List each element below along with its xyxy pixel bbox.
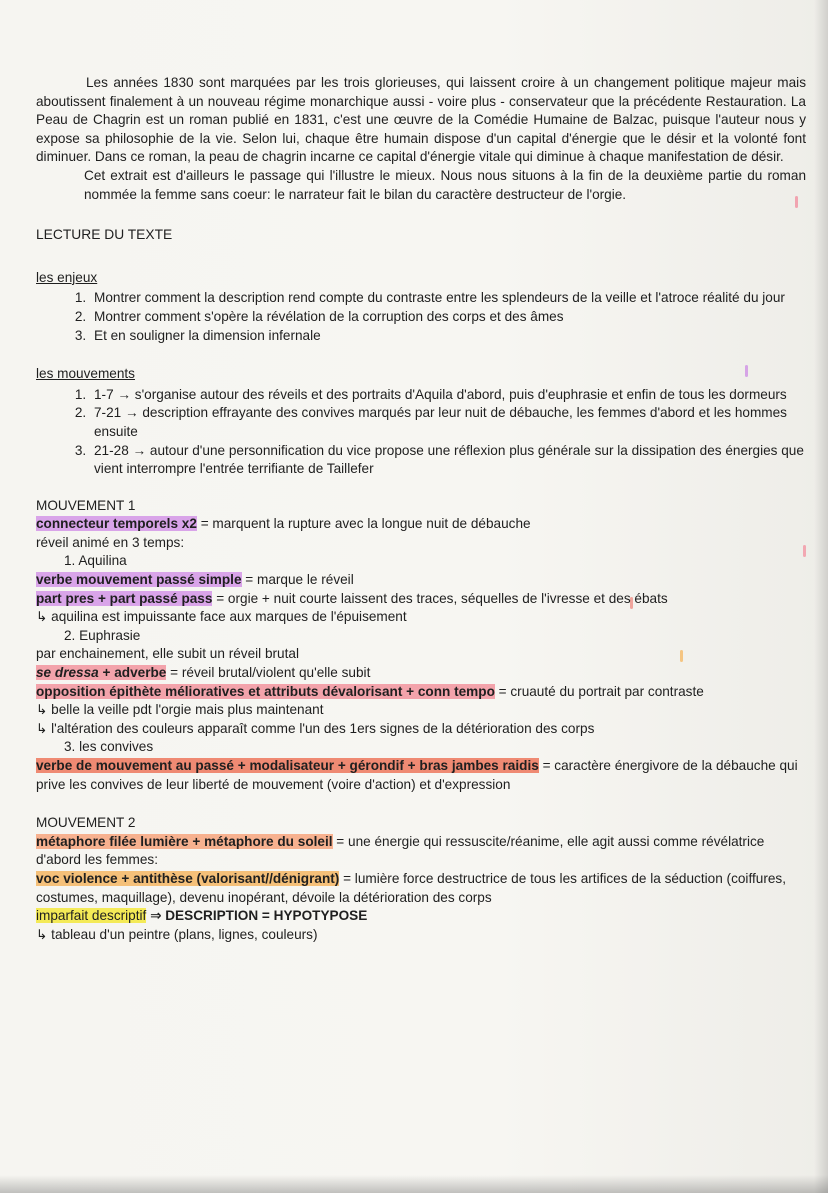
mouvements-item: 3. 21-28 → autour d'une personnification du vice propose une réflexion plus générale sur la dissipation des énergies que vient interrompre l'entrée terrifiante de Taillefer	[90, 442, 806, 479]
mouvements-item: 2. 7-21 → description effrayante des convives marqués par leur nuit de débauche, les femmes d'abord et les hommes ensuite	[90, 404, 806, 441]
mouvements-list	[36, 386, 806, 479]
m1-line	[36, 757, 806, 794]
enjeux-item: 3. Et en souligner la dimension infernale	[90, 327, 806, 346]
m2-text: = lumière force destructrice de tous les artifices de la séduction (coiffures, costumes, maquillage), devenu inopérant, dévoile la détérioration des corps	[36, 870, 786, 905]
m1-text: = caractère énergivore de la débauche qui prive les convives de leur liberté de mouvement (voire d'action) et d'expression	[36, 758, 798, 792]
enjeux-item: 1. Montrer comment la description rend compte du contraste entre les splendeurs de la veille et l'atroce réalité du jour	[90, 289, 806, 308]
m1-line: réveil animé en 3 temps:	[36, 534, 185, 550]
paper-edge-shadow	[814, 0, 828, 1193]
section-title-enjeux: les enjeux	[36, 269, 98, 285]
document-body	[36, 74, 806, 944]
mouvements-item: 1. 1-7 → s'organise autour des réveils et des portraits d'Aquila d'abord, puis d'euphrasie et enfin de tous les dormeurs	[90, 386, 806, 405]
m1-text: = marque le réveil	[241, 572, 354, 588]
highlight-pink: opposition épithète mélioratives et attributs dévalorisant + conn tempo	[36, 683, 495, 699]
m1-line: par enchainement, elle subit un réveil brutal	[36, 646, 299, 662]
highlight-pink: se dressa	[36, 665, 99, 681]
intro-paragraph-1: Les années 1830 sont marquées par les trois glorieuses, qui laissent croire à un changement politique majeur mais aboutissent finalement à un nouveau régime monarchique aussi - voire plus - conservateur que la précédente Restauration. La Peau de Chagrin est un roman publié en 1831, c'est une œuvre de la Comédie Humaine de Balzac, puisque l'auteur nous y expose sa philosophie de la vie. Selon lui, chaque être humain dispose d'un capital d'énergie que le désir et la volonté font diminuer. Dans ce roman, la peau de chagrin incarne ce capital d'énergie vitale qui diminue à chaque manifestation de désir.	[36, 75, 806, 165]
highlight-yellow: imparfait descriptif	[36, 908, 147, 924]
m1-line: ↳ belle la veille pdt l'orgie mais plus maintenant	[36, 702, 324, 718]
section-title-mouvements: les mouvements	[36, 366, 135, 382]
m1-line: ↳ aquilina est impuissante face aux marques de l'épuisement	[36, 609, 407, 625]
m1-line	[36, 683, 806, 702]
m2-line	[36, 907, 806, 926]
m1-subheading-convives: 3. les convives	[64, 739, 154, 755]
highlight-purple: verbe mouvement passé simple	[36, 572, 242, 588]
highlight-salmon: métaphore filée lumière + métaphore du soleil	[36, 833, 333, 849]
m1-text: = marquent la rupture avec la longue nuit de débauche	[196, 516, 531, 532]
intro-paragraph-2: Cet extrait est d'ailleurs le passage qui l'illustre le mieux. Nous nous situons à la fin de la deuxième partie du roman nommée la femme sans coeur: le narrateur fait le bilan du caractère destructeur de l'orgie.	[84, 167, 806, 202]
m1-subheading-euphrasie: 2. Euphrasie	[64, 627, 141, 643]
m2-line: d'abord les femmes:	[36, 852, 158, 868]
highlight-pink: + adverbe	[98, 665, 167, 681]
m1-line	[36, 515, 806, 534]
section-title-mouvement-1: MOUVEMENT 1	[36, 497, 136, 513]
m1-text: = orgie + nuit courte laissent des traces, séquelles de l'ivresse et des ébats	[212, 590, 668, 606]
highlight-orange: voc violence + antithèse (valorisant//dénigrant)	[36, 870, 340, 886]
m1-text: = réveil brutal/violent qu'elle subit	[166, 665, 371, 681]
m1-subheading-aquilina: 1. Aquilina	[64, 553, 127, 569]
m2-text: = une énergie qui ressuscite/réanime, elle agit aussi comme révélatrice	[332, 833, 765, 849]
m1-line: ↳ l'altération des couleurs apparaît comme l'un des 1ers signes de la détérioration des corps	[36, 720, 595, 736]
enjeux-list	[36, 289, 806, 345]
m2-line	[36, 870, 806, 907]
highlight-red: verbe de mouvement au passé + modalisateur + gérondif + bras jambes raidis	[36, 758, 539, 773]
highlight-purple: part pres + part passé pass	[36, 590, 213, 606]
paper-bottom-shadow	[0, 1175, 828, 1193]
m2-line	[36, 833, 806, 852]
enjeux-item: 2. Montrer comment s'opère la révélation de la corruption des corps et des âmes	[90, 308, 806, 327]
m2-text: ⇒ DESCRIPTION = HYPOTYPOSE	[146, 908, 368, 924]
m1-line	[36, 664, 806, 683]
m2-line: ↳ tableau d'un peintre (plans, lignes, couleurs)	[36, 926, 318, 942]
highlight-purple: connecteur temporels x2	[36, 516, 197, 532]
section-title-mouvement-2: MOUVEMENT 2	[36, 815, 136, 831]
m1-text: = cruauté du portrait par contraste	[494, 683, 704, 699]
section-title-lecture: LECTURE DU TEXTE	[36, 227, 173, 243]
m1-line	[36, 571, 806, 590]
m1-line	[36, 590, 806, 609]
